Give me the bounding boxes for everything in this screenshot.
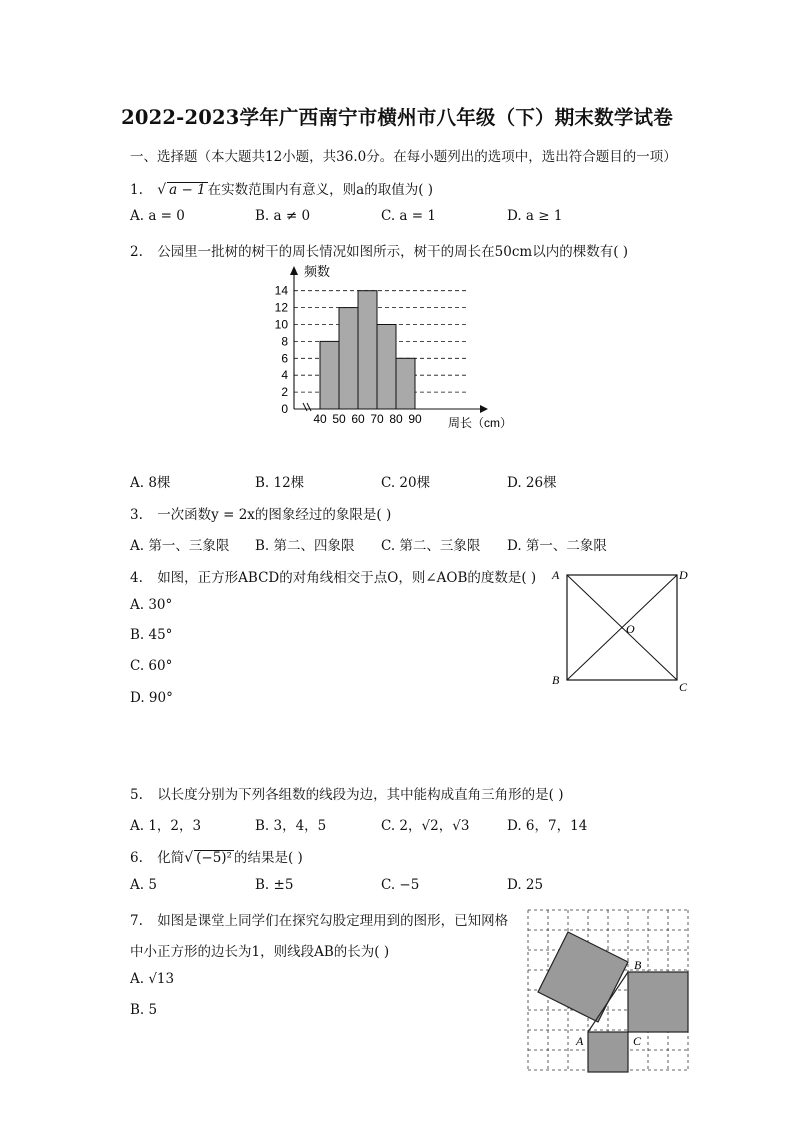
question-suffix: 的结果是( ) bbox=[233, 850, 303, 866]
x-tick-labels bbox=[313, 412, 422, 426]
histogram-bar bbox=[358, 291, 377, 409]
x-tick-label: 60 bbox=[351, 412, 365, 426]
q2-option-c[interactable]: C. 20棵 bbox=[381, 475, 431, 491]
question-number: 7. bbox=[130, 913, 143, 929]
question-text-line1: 如图是课堂上同学们在探究勾股定理用到的图形，已知网格 bbox=[157, 913, 509, 929]
question-7 bbox=[130, 909, 508, 929]
question-number: 6. bbox=[130, 850, 143, 866]
sqrt-sign: √ bbox=[157, 182, 167, 198]
center-o-label: O bbox=[626, 622, 635, 636]
question-1 bbox=[130, 178, 433, 198]
q4-option-b[interactable]: B. 45° bbox=[130, 627, 173, 643]
question-text: 如图，正方形ABCD的对角线相交于点O，则∠AOB的度数是( ) bbox=[157, 570, 537, 586]
question-6 bbox=[130, 846, 303, 866]
y-axis-arrow bbox=[290, 266, 298, 275]
q7-option-a[interactable]: A. √13 bbox=[130, 971, 175, 987]
q3-option-d[interactable]: D. 第一、二象限 bbox=[507, 538, 607, 554]
question-number: 1. bbox=[130, 182, 143, 198]
q1-option-a[interactable]: A. a = 0 bbox=[130, 208, 185, 224]
sqrt-sign: √ bbox=[184, 850, 194, 866]
q6-option-d[interactable]: D. 25 bbox=[507, 877, 544, 893]
square-on-ac bbox=[588, 1032, 628, 1072]
q4-option-a[interactable]: A. 30° bbox=[130, 597, 173, 613]
axis-break-icon bbox=[303, 403, 311, 411]
question-text: 以长度分别为下列各组数的线段为边，其中能构成直角三角形的是( ) bbox=[157, 787, 564, 803]
q2-option-d[interactable]: D. 26棵 bbox=[507, 475, 557, 491]
question-3 bbox=[130, 503, 391, 523]
y-tick-label: 0 bbox=[281, 402, 288, 416]
vertex-b-label: B bbox=[552, 673, 560, 687]
y-tick-label: 4 bbox=[281, 368, 288, 383]
x-axis-label: 周长（cm） bbox=[448, 416, 512, 430]
q1-option-d[interactable]: D. a ≥ 1 bbox=[507, 208, 563, 224]
q5-option-d[interactable]: D. 6，7，14 bbox=[507, 818, 588, 834]
point-b-label: B bbox=[634, 958, 642, 972]
tilted-square bbox=[538, 932, 628, 1022]
q3-option-b[interactable]: B. 第二、四象限 bbox=[255, 538, 355, 554]
question-2 bbox=[130, 240, 628, 260]
question-text: 公园里一批树的树干的周长情况如图所示，树干的周长在50cm以内的棵数有( ) bbox=[157, 244, 629, 260]
y-tick-label: 12 bbox=[274, 300, 288, 315]
radicand: (−5)² bbox=[196, 850, 232, 866]
bars bbox=[320, 291, 415, 409]
y-tick-label: 2 bbox=[281, 385, 288, 400]
q7-option-b[interactable]: B. 5 bbox=[130, 1002, 158, 1018]
histogram-bar bbox=[377, 325, 396, 410]
question-text-line2: 中小正方形的边长为1，则线段AB的长为( ) bbox=[130, 944, 390, 960]
pythagoras-grid-diagram bbox=[526, 908, 694, 1076]
y-tick-label: 8 bbox=[281, 334, 288, 349]
y-tick-labels bbox=[275, 284, 289, 416]
q5-option-c[interactable]: C. 2，√2，√3 bbox=[381, 818, 470, 834]
question-number: 5. bbox=[130, 787, 143, 803]
square-diagram bbox=[545, 565, 695, 695]
y-tick-label: 14 bbox=[274, 283, 288, 298]
q6-option-b[interactable]: B. ±5 bbox=[255, 877, 294, 893]
q6-option-c[interactable]: C. −5 bbox=[381, 877, 420, 893]
question-text: 一次函数y = 2x的图象经过的象限是( ) bbox=[157, 507, 392, 523]
question-4 bbox=[130, 566, 536, 586]
x-tick-label: 80 bbox=[389, 412, 403, 426]
histogram-chart bbox=[270, 262, 530, 434]
q5-option-b[interactable]: B. 3，4，5 bbox=[255, 818, 327, 834]
x-tick-label: 70 bbox=[370, 412, 384, 426]
radicand: a − 1 bbox=[169, 182, 206, 198]
x-axis-arrow bbox=[480, 405, 488, 413]
q1-option-c[interactable]: C. a = 1 bbox=[381, 208, 436, 224]
x-tick-label: 40 bbox=[313, 412, 327, 426]
q5-option-a[interactable]: A. 1，2，3 bbox=[130, 818, 202, 834]
q4-option-d[interactable]: D. 90° bbox=[130, 690, 173, 706]
point-c-label: C bbox=[633, 1034, 642, 1048]
q4-option-c[interactable]: C. 60° bbox=[130, 658, 173, 674]
q3-option-a[interactable]: A. 第一、三象限 bbox=[130, 538, 230, 554]
question-5 bbox=[130, 783, 564, 803]
question-number: 4. bbox=[130, 570, 143, 586]
question-text: 在实数范围内有意义，则a的取值为( ) bbox=[207, 182, 434, 198]
q2-option-a[interactable]: A. 8棵 bbox=[130, 475, 171, 491]
vertex-d-label: D bbox=[679, 568, 688, 582]
vertex-a-label: A bbox=[552, 568, 560, 582]
histogram-bar bbox=[396, 358, 415, 409]
q1-option-b[interactable]: B. a ≠ 0 bbox=[255, 208, 311, 224]
q2-option-b[interactable]: B. 12棵 bbox=[255, 475, 305, 491]
histogram-bar bbox=[320, 341, 339, 409]
question-number: 3. bbox=[130, 507, 143, 523]
y-tick-label: 10 bbox=[274, 317, 288, 332]
page-title: 2022-2023学年广西南宁市横州市八年级（下）期末数学试卷 bbox=[121, 106, 673, 129]
q6-option-a[interactable]: A. 5 bbox=[130, 877, 157, 893]
vertex-c-label: C bbox=[679, 680, 688, 694]
histogram-bar bbox=[339, 308, 358, 409]
q3-option-c[interactable]: C. 第二、三象限 bbox=[381, 538, 481, 554]
square-on-bc bbox=[628, 972, 688, 1032]
question-number: 2. bbox=[130, 244, 143, 260]
x-tick-label: 50 bbox=[332, 412, 346, 426]
y-axis-label: 频数 bbox=[304, 264, 331, 279]
x-tick-label: 90 bbox=[408, 412, 422, 426]
section-heading: 一、选择题（本大题共12小题，共36.0分。在每小题列出的选项中，选出符合题目的一项） bbox=[130, 149, 677, 165]
point-a-label: A bbox=[576, 1034, 584, 1048]
question-prefix: 化简 bbox=[157, 850, 185, 866]
y-tick-label: 6 bbox=[281, 351, 288, 366]
